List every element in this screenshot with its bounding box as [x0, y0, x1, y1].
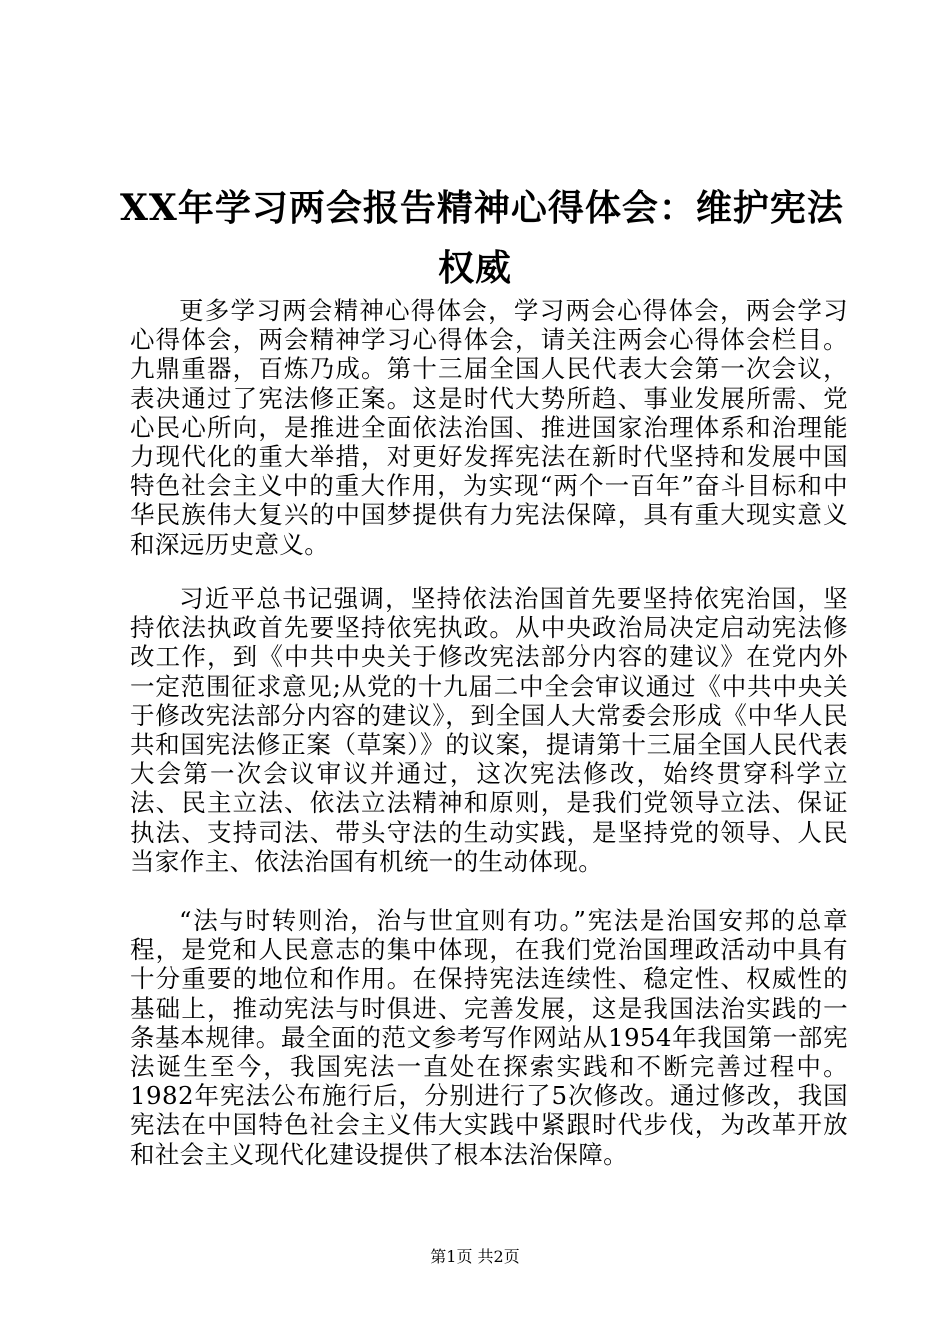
document-title-line-2: 权威: [437, 247, 512, 289]
paragraph-3: “法与时转则治，治与世宜则有功。”宪法是治国安邦的总章程，是党和人民意志的集中体现，在我们党治国理政活动中具有十分重要的地位和作用。在保持宪法连续性、稳定性、权威性的基础上，推动宪法与时俱进、完善发展，这是我国法治实践的一条基本规律。最全面的范文参考写作网站从1954年我国第一部宪法诞生至今，我国宪法一直处在探索实践和不断完善过程中。1982年宪法公布施行后，分别进行了5次修改。通过修改，我国宪法在中国特色社会主义伟大实践中紧跟时代步伐，为改革开放和社会主义现代化建设提供了根本法治保障。: [130, 906, 848, 1169]
paragraph-2: 习近平总书记强调，坚持依法治国首先要坚持依宪治国，坚持依法执政首先要坚持依宪执政。从中央政治局决定启动宪法修改工作，到《中共中央关于修改宪法部分内容的建议》在党内外一定范围征求意见;从党的十九届二中全会审议通过《中共中央关于修改宪法部分内容的建议》，到全国人大常委会形成《中华人民共和国宪法修正案（草案）》的议案，提请第十三届全国人民代表大会第一次会议审议并通过，这次宪法修改，始终贯穿科学立法、民主立法、依法立法精神和原则，是我们党领导立法、保证执法、支持司法、带头守法的生动实践，是坚持党的领导、人民当家作主、依法治国有机统一的生动体现。: [130, 584, 848, 876]
paragraph-1: 更多学习两会精神心得体会，学习两会心得体会，两会学习心得体会，两会精神学习心得体会，请关注两会心得体会栏目。九鼎重器，百炼乃成。第十三届全国人民代表大会第一次会议，表决通过了宪法修正案。这是时代大势所趋、事业发展所需、党心民心所向，是推进全面依法治国、推进国家治理体系和治理能力现代化的重大举措，对更好发挥宪法在新时代坚持和发展中国特色社会主义中的重大作用，为实现“两个一百年”奋斗目标和中华民族伟大复兴的中国梦提供有力宪法保障，具有重大现实意义和深远历史意义。: [130, 296, 848, 559]
document-title-line-1: XX年学习两会报告精神心得体会：维护宪法: [120, 187, 844, 229]
page-footer: 第1页 共2页: [430, 1247, 520, 1266]
